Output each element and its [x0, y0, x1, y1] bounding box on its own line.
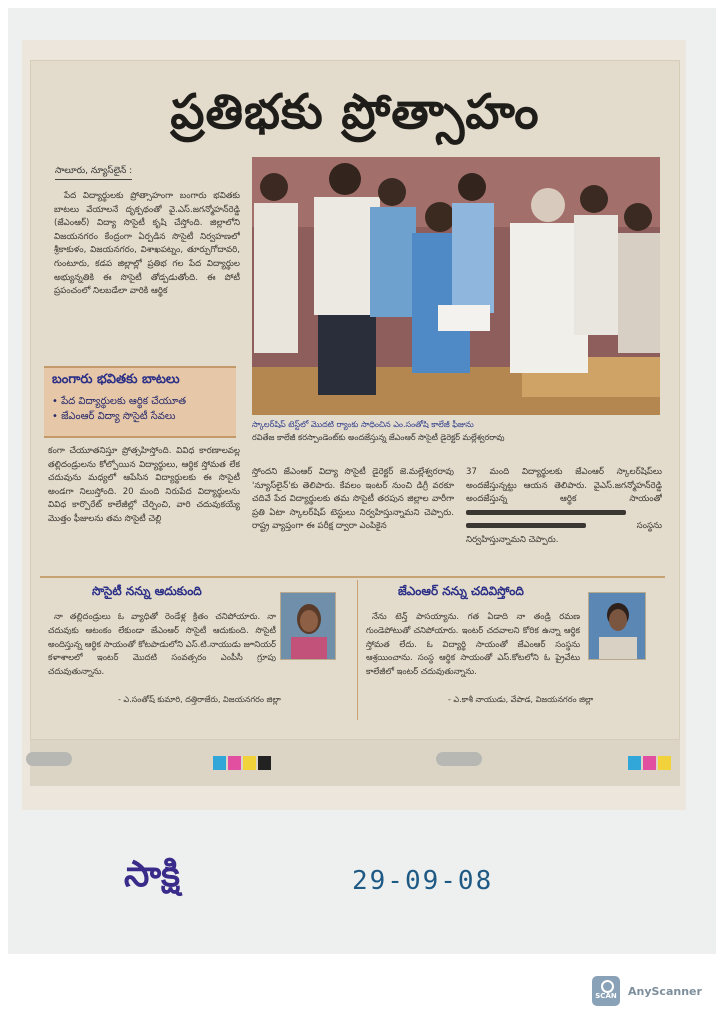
article-intro: పేద విద్యార్థులకు ప్రోత్సాహంగా బంగారు భవితకు బాటలు వేయాలనే దృక్పథంతో వై.ఎస్.జగన్మోహన్‌రెడ్డి (జేఎంఆర్) విద్యా సొసైటీ కృషి చేస్తోంది. జిల్లాలోని విజయనగరం కేంద్రంగా ఏర్పడిన సొసైటీ నిర్వహణలో శ్రీకాకుళం, విజయనగరం, విశాఖపట్నం, తూర్పుగోదావరి, గుంటూరు, కడప జిల్లాల్లో ప్రతిభ గల పేద విద్యార్థుల అభ్యున్నతికి ఈ సొసైటీ తోడ్పడుతోంది. ఈ పోటీ ప్రపంచంలో నిలబడేలా వారికి ఆర్థిక	[54, 191, 240, 297]
scanner-logo-icon: SCAN	[592, 976, 620, 1006]
color-swatch	[628, 756, 641, 770]
photo-caption	[252, 418, 660, 444]
color-swatch	[258, 756, 271, 770]
dateline: సాలూరు, న్యూస్‌లైన్ :	[55, 166, 132, 180]
portrait-boy	[588, 592, 646, 660]
redacted-strike	[466, 510, 626, 515]
caption-line-1: స్కాలర్‌షిప్ టెస్ట్‌లో మొదటి ర్యాంకు సాధించిన ఎం.సంతోషి కాలేజీ ఫీజును	[252, 420, 474, 429]
quote-byline-right: - ఎ.కాశీ నాయుడు, వేపాడ, విజయనగరం జిల్లా	[448, 695, 594, 704]
article-middle-column: స్తోందని జేఎంఆర్ విద్యా సొసైటీ డైరెక్టర్ జె.మల్లేశ్వరరావు 'న్యూస్‌లైన్'కు తెలిపారు. కేవలం ఇంటర్ నుంచి డిగ్రీ వరకూ చదివే పేద విద్యార్థులకు తమ సొసైటీ తరపున జిల్లాల వారీగా ప్రతి ఏటా స్కాలర్‌షిప్ టెస్టులు నిర్వహిస్తున్నామని చెప్పారు. రాష్ట్ర వ్యాప్తంగా ఈ పరీక్ష ద్వారా ఎంపికైన	[252, 467, 454, 532]
scanner-watermark	[592, 976, 702, 1006]
highlight-point: • జేఎంఆర్ విద్యా సొసైటీ సేవలు	[52, 411, 176, 422]
news-photo-illustration	[252, 157, 660, 415]
article-continuation: కంగా చేయూతనిస్తూ ప్రోత్సహిస్తోంది. వివిధ కారణాలవల్ల తల్లిదండ్రులను కోల్పోయిన విద్యార్థులు, ఆర్థిక స్తోమత లేక చదువును మధ్యలో ఆపేసిన విద్యార్థులకు ఈ సొసైటీ అండగా నిలుస్తోంది. 20 మంది నిరుపేద విద్యార్థులను వివిధ కార్పొరేట్ కాలేజీల్లో చేర్పించి, వారి చదువుకయ్యే మొత్తం ఫీజులను తమ సొసైటీ చెల్లి	[48, 446, 240, 524]
registration-mark	[436, 752, 482, 766]
print-color-bar	[213, 756, 273, 770]
handwritten-date: 29-09-08	[352, 866, 494, 896]
redacted-strike	[466, 523, 586, 528]
print-color-bar	[628, 756, 673, 770]
registration-mark	[26, 752, 72, 766]
quote-byline-left: - ఎ.సంతోష్ కుమారి, దత్తిరాజేరు, విజయనగరం జిల్లా	[118, 695, 281, 704]
color-swatch	[643, 756, 656, 770]
right-column-text-b: సంస్థను నిర్వహిస్తున్నామని చెప్పారు.	[466, 521, 662, 545]
quote-title-right: జేఎంఆర్ నన్ను చదివిస్తోంది	[398, 584, 524, 598]
right-column-text-a: 37 మంది విద్యార్థులకు జేఎంఆర్ స్కాలర్‌షిప్‌లు అందజేస్తున్నట్టు ఆయన తెలిపారు. వైఎస్.జగన్మోహన్‌రెడ్డి అందజేస్తున్న ఆర్థిక సాయంతో	[466, 467, 662, 505]
clipping-edge	[30, 740, 680, 786]
quote-text-left: నా తల్లిదండ్రులు ఓ వ్యాధితో రెండేళ్ల క్రితం చనిపోయారు. నా చదువుకు ఆటంకం లేకుండా జేఎంఆర్ సొసైటీ ఆదుకుంది. సొసైటీ అందిస్తున్న ఆర్థిక సాయంతో కోటపాడులోని ఎస్.టి.నాయుడు జూనియర్ కళాశాలలో ఇంటర్ మొదటి సంవత్సరం ఎంపీసీ గ్రూపు చదువుతున్నాను.	[48, 611, 276, 677]
quote-title-left: సొసైటీ నన్ను ఆదుకుంది	[92, 584, 202, 598]
article-headline: ప్రతిభకు ప్రోత్సాహం	[170, 84, 540, 140]
newspaper-masthead: సాక్షి	[124, 854, 180, 895]
highlight-box	[44, 366, 236, 438]
portrait-girl	[280, 592, 336, 660]
column-divider	[357, 580, 358, 720]
news-photo	[252, 157, 660, 415]
article-right-column	[466, 466, 662, 566]
color-swatch	[243, 756, 256, 770]
color-swatch	[213, 756, 226, 770]
section-divider	[40, 576, 665, 578]
color-swatch	[228, 756, 241, 770]
color-swatch	[658, 756, 671, 770]
caption-line-2: రవితేజ కాలేజీ కరస్పాండెంట్‌కు అందజేస్తున్న జేఎంఆర్ సొసైటీ డైరెక్టర్ మల్లేశ్వరరావు	[252, 433, 505, 442]
scanner-name: AnyScanner	[628, 984, 702, 998]
highlight-point: • పేద విద్యార్థులకు ఆర్థిక చేయూత	[52, 396, 187, 407]
quote-text-right: నేను టెన్త్ పాసయ్యాను. గత ఏడాది నా తండ్రి రమణ గుండెపోటుతో చనిపోయారు. ఇంటర్ చదవాలని కోరిక ఉన్నా ఆర్థిక స్తోమత లేదు. ఓ విద్యార్థి సాయంతో జేఎంఆర్ సంస్థను ఆశ్రయించాను. సంస్థ ఆర్థిక సాయంతో ఎస్.కోటలోని ఓ ప్రైవేటు కాలేజీలో ఇంటర్ చదువుతున్నాను.	[366, 611, 580, 677]
highlight-title: బంగారు భవితకు బాటలు	[52, 372, 180, 387]
